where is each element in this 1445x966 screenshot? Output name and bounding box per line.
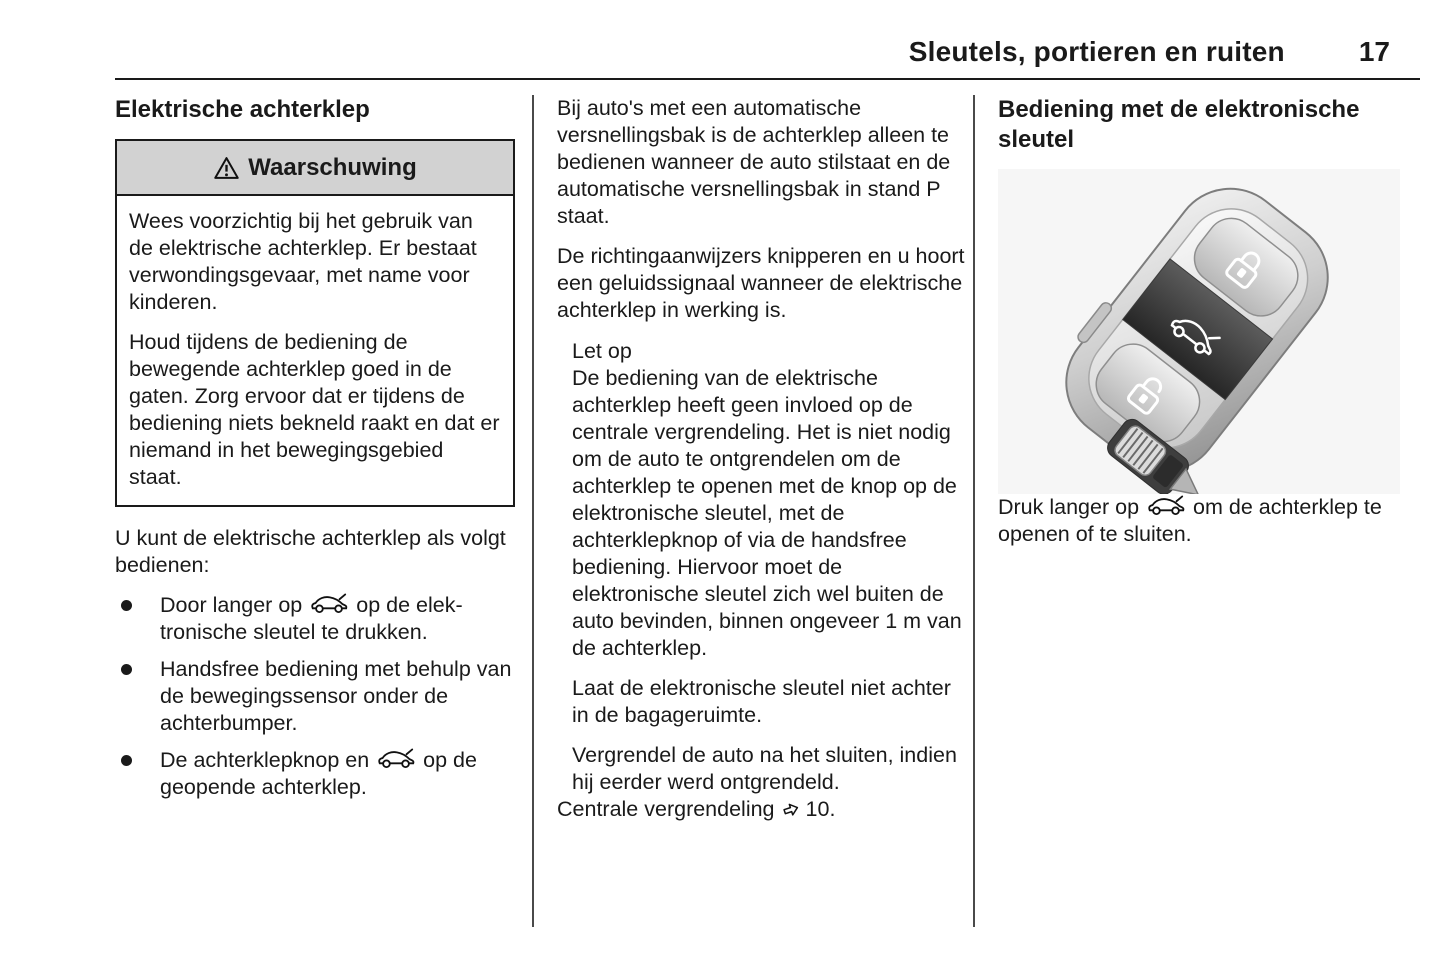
section-heading-bediening: Bediening met de elektronische sleutel — [998, 96, 1360, 153]
warning-box-header — [117, 141, 513, 196]
bullet-text — [160, 656, 515, 737]
body-paragraph: De richtingaanwijzers knipperen en u hoort een geluidssignaal wanneer de elektrische achterklep in werking is. — [557, 244, 965, 322]
warning-box-body — [117, 196, 513, 505]
page-title: Sleutels, portieren en ruiten — [908, 36, 1285, 67]
bullet-marker — [121, 664, 132, 675]
bullet-marker — [121, 755, 132, 766]
bullet-text-pre: Handsfree bediening met behulp van de bewegingssensor onder de achterbumper. — [160, 657, 512, 735]
bullet-item — [115, 592, 515, 646]
bullet-text — [160, 592, 515, 646]
note-paragraph: Vergrendel de auto na het sluiten, indien hij eerder werd ontgrendeld. — [572, 743, 957, 794]
electronic-key-illustration — [998, 169, 1400, 494]
caption-post: om de achterklep te openen of te sluiten. — [998, 495, 1382, 546]
note-body: De bediening van de elektrische achterklep heeft geen invloed op de centrale vergrendeling. Het is niet nodig om de auto te ontgrendelen om de achterklep te openen met de knop op de elektronische sleutel, met de achterklepknop of via de handsfree bediening. Hiervoor moet de elektronische sleutel zich wel buiten de auto bevinden, binnen ongeveer 1 m van de achterklep. — [572, 366, 962, 660]
bullet-item — [115, 656, 515, 737]
note-section — [557, 338, 967, 796]
section-heading-elektrische-achterklep: Elektrische achterklep — [115, 96, 370, 123]
warning-paragraph: Wees voorzichtig bij het gebruik van de elektrische achterklep. Er bestaat verwondingsgevaar, met name voor kinderen. — [129, 209, 477, 314]
body-paragraph: Bij auto's met een automatische versnellingsbak is de achterklep alleen te bedienen wanneer de auto stilstaat en de automatische versnellingsbak in stand P staat. — [557, 96, 951, 228]
caption-pre: Druk langer op — [998, 495, 1140, 519]
middle-column — [557, 95, 967, 823]
tailgate-open-car-icon — [375, 748, 417, 771]
column-divider-2 — [973, 95, 975, 927]
page-number: 17 — [1358, 36, 1390, 67]
warning-triangle-icon — [213, 155, 240, 181]
intro-paragraph: U kunt de elektrische achterklep als volgt bedienen: — [115, 526, 506, 577]
page-reference-arrow-icon — [782, 800, 801, 819]
figure-caption — [998, 494, 1400, 548]
note-title: Let op — [572, 339, 632, 363]
warning-paragraph: Houd tijdens de bediening de bewegende achterklep goed in de gaten. Zorg ervoor dat er tijdens de bediening niets bekneld raakt en dat er niemand in het bewegingsgebied staat. — [129, 330, 500, 489]
reference-text: Centrale vergrendeling — [557, 797, 775, 821]
page-header — [115, 30, 1420, 80]
bullet-text-post: op de geopende achterklep. — [160, 748, 477, 799]
note-paragraph: Laat de elektronische sleutel niet achter in de bagageruimte. — [572, 676, 951, 727]
column-divider-1 — [532, 95, 534, 927]
bullet-text-post: op de elektronische sleutel te drukken. — [160, 593, 463, 644]
key-body — [1032, 169, 1366, 494]
bullet-item — [115, 747, 515, 801]
tailgate-open-car-icon — [1145, 495, 1187, 518]
reference-page: 10. — [805, 797, 836, 821]
reference-line — [557, 796, 967, 823]
right-column — [998, 95, 1400, 548]
left-column — [115, 95, 515, 811]
tailgate-open-car-icon — [308, 593, 350, 616]
bullet-text-pre: Door langer op — [160, 593, 303, 617]
electronic-key-figure — [998, 169, 1400, 494]
bullet-list — [115, 592, 515, 801]
warning-title: Waarschuwing — [248, 154, 417, 181]
warning-box — [115, 139, 515, 507]
bullet-text-pre: De achterklepknop en — [160, 748, 370, 772]
bullet-text — [160, 747, 515, 801]
bullet-marker — [121, 600, 132, 611]
